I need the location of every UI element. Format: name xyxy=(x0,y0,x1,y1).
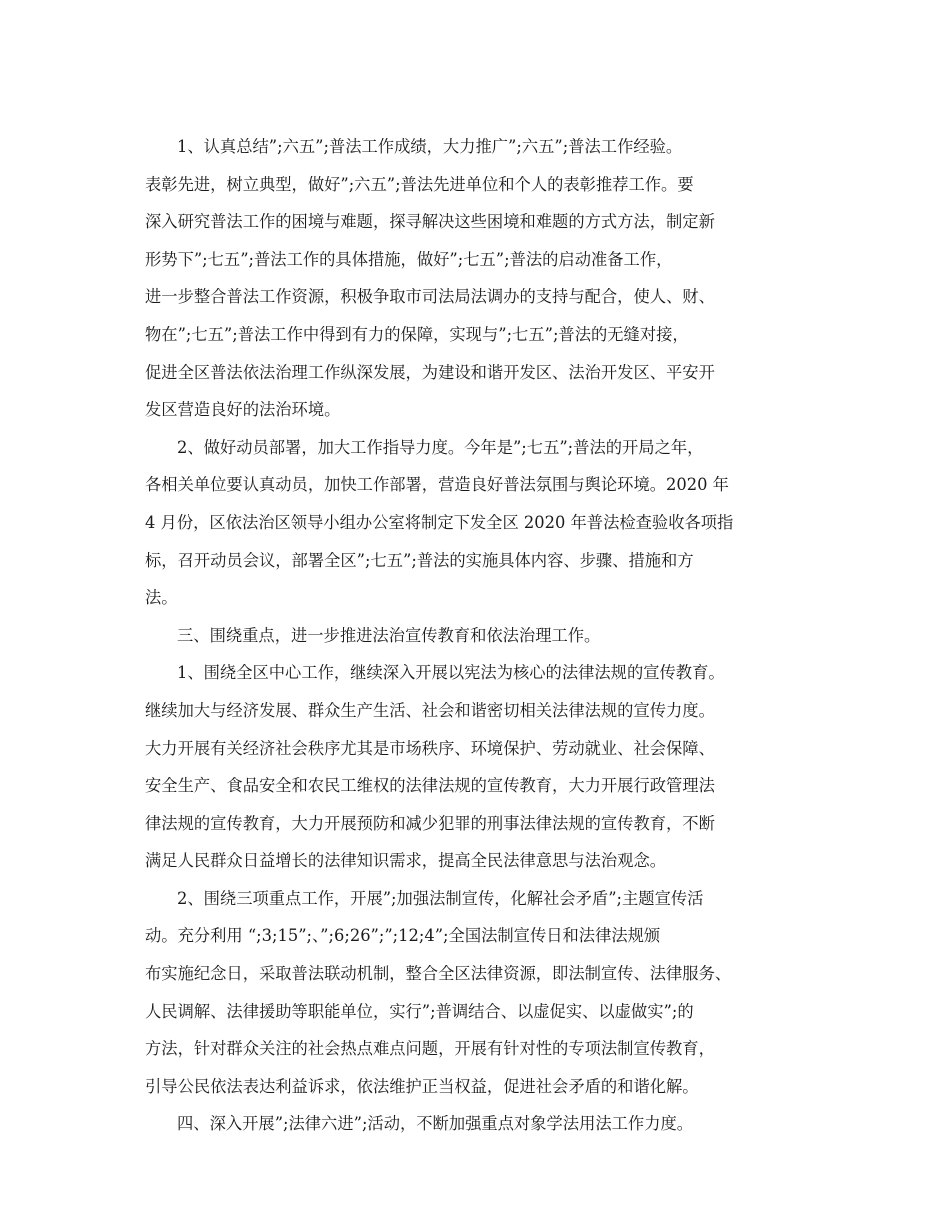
paragraph-line: 进一步整合普法工作资源，积极争取市司法局法调办的支持与配合，使人、财、 xyxy=(145,287,715,307)
paragraph-line: 物在”;七五”;普法工作中得到有力的保障，实现与”;七五”;普法的无缝对接， xyxy=(145,324,689,344)
paragraph-line: 形势下”;七五”;普法工作的具体措施，做好”;七五”;普法的启动准备工作， xyxy=(145,249,673,269)
paragraph-line: 发区营造良好的法治环境。 xyxy=(145,400,341,420)
paragraph-line: 标，召开动员会议，部署全区”;七五”;普法的实施具体内容、步骤、措施和方 xyxy=(145,550,694,570)
section-heading: 四、深入开展”;法律六进”;活动，不断加强重点对象学法用法工作力度。 xyxy=(177,1114,694,1134)
paragraph-line: 促进全区普法依法治理工作纵深发展，为建设和谐开发区、法治开发区、平安开 xyxy=(145,362,715,382)
document-body xyxy=(145,128,810,1143)
paragraph-line: 表彰先进，树立典型，做好”;六五”;普法先进单位和个人的表彰推荐工作。要 xyxy=(145,174,694,194)
paragraph-line: 1、认真总结”;六五”;普法工作成绩，大力推广”;六五”;普法工作经验。 xyxy=(177,137,683,156)
paragraph-line: 2、做好动员部署，加大工作指导力度。今年是”;七五”;普法的开局之年， xyxy=(177,437,704,457)
paragraph-line: 动。充分利用 “;3;15”;、”;6;26”;”;12;4”;全国法制宣传日和法律法规颁 xyxy=(145,926,661,946)
paragraph-line: 1、围绕全区中心工作，继续深入开展以宪法为核心的法律法规的宣传教育。 xyxy=(177,663,725,683)
paragraph-line: 各相关单位要认真动员，加快工作部署，营造良好普法氛围与舆论环境。2020 年 xyxy=(145,475,729,495)
section-heading: 三、围绕重点，进一步推进法治宣传教育和依法治理工作。 xyxy=(177,625,601,645)
paragraph-line: 法。 xyxy=(145,588,178,608)
paragraph-line: 满足人民群众日益增长的法律知识需求，提高全民法律意思与法治观念。 xyxy=(145,851,667,871)
paragraph-line: 大力开展有关经济社会秩序尤其是市场秩序、环境保护、劳动就业、社会保障、 xyxy=(145,738,715,758)
paragraph-line: 安全生产、食品安全和农民工维权的法律法规的宣传教育，大力开展行政管理法 xyxy=(145,776,715,796)
paragraph-line: 深入研究普法工作的困境与难题，探寻解决这些困境和难题的方式方法，制定新 xyxy=(145,212,715,232)
paragraph-line: 继续加大与经济发展、群众生产生活、社会和谐密切相关法律法规的宣传力度。 xyxy=(145,700,715,720)
paragraph-line: 布实施纪念日，采取普法联动机制，整合全区法律资源，即法制宣传、法律服务、 xyxy=(145,964,732,984)
paragraph-line: 4 月份，区依法治区领导小组办公室将制定下发全区 2020 年普法检查验收各项指 xyxy=(145,512,734,532)
paragraph-line: 2、围绕三项重点工作，开展”;加强法制宣传，化解社会矛盾”;主题宣传活 xyxy=(177,888,704,908)
paragraph-line: 人民调解、法律援助等职能单位，实行”;普调结合、以虚促实、以虚做实”;的 xyxy=(145,1001,694,1021)
paragraph-line: 引导公民依法表达利益诉求，依法维护正当权益，促进社会矛盾的和谐化解。 xyxy=(145,1076,699,1096)
paragraph-line: 律法规的宣传教育，大力开展预防和减少犯罪的刑事法律法规的宣传教育，不断 xyxy=(145,813,715,833)
paragraph-line: 方法，针对群众关注的社会热点难点问题，开展有针对性的专项法制宣传教育， xyxy=(145,1039,715,1059)
